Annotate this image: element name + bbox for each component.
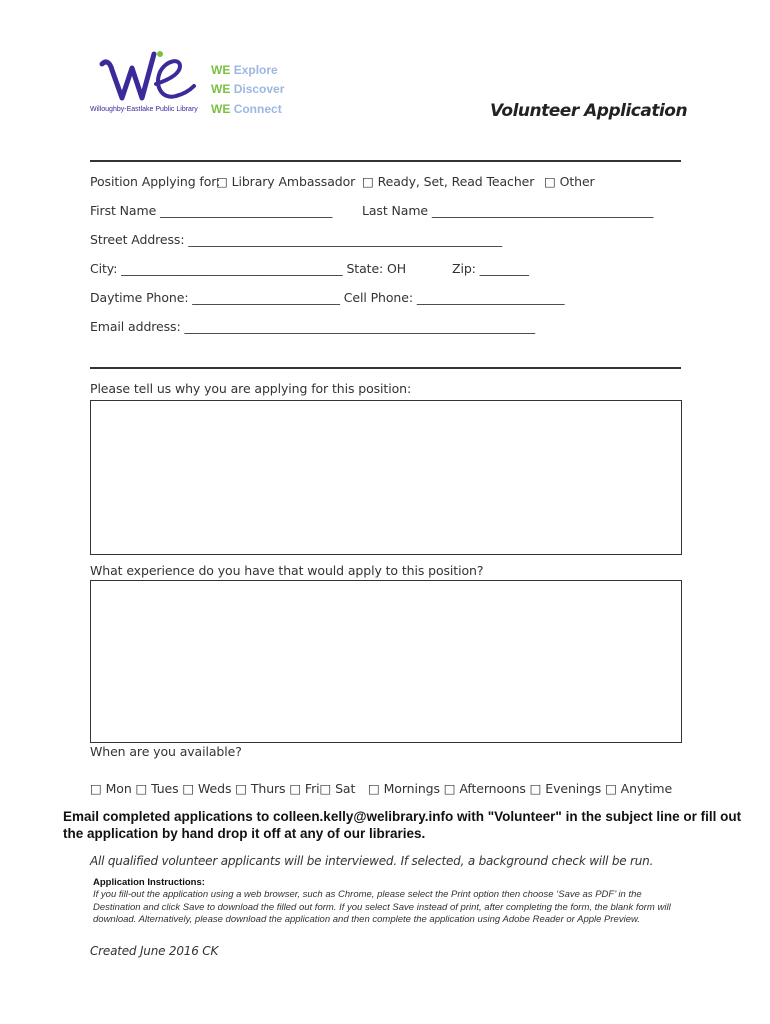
city-state-field[interactable]: City: ____________________________________ State: OH	[90, 261, 407, 276]
interview-note: All qualified volunteer applicants will be interviewed. If selected, a background check will be run.	[90, 854, 654, 868]
position-label: Position Applying for:	[90, 174, 221, 189]
we-logo-mark	[96, 46, 202, 108]
availability-days[interactable]: □ Mon □ Tues □ Weds □ Thurs □ Fri□ Sat	[90, 781, 356, 796]
instructions-body: If you fill-out the application using a web browser, such as Chrome, please select the Print option then choose ‘Save as PDF’ in the Destination and click Save to download the filled out form. If you select Save instead of print, after completing the form, the blank form will download. Alternatively, please download the application and then complete the application using Adobe Reader or Apple Preview.	[93, 889, 671, 925]
created-note: Created June 2016 CK	[90, 944, 219, 958]
email-instructions: Email completed applications to colleen.kelly@welibrary.info with "Volunteer" in the subject line or fill out the application by hand drop it off at any of our libraries.	[63, 809, 742, 841]
library-logo	[90, 46, 202, 118]
phone-fields[interactable]: Daytime Phone: ________________________ Cell Phone: ________________________	[90, 290, 565, 305]
why-question: Please tell us why you are applying for this position:	[90, 381, 412, 396]
availability-times[interactable]: □ Mornings □ Afternoons □ Evenings □ Anytime	[368, 781, 673, 796]
tagline-discover: WE Discover	[211, 82, 285, 96]
position-option-ambassador[interactable]: □ Library Ambassador	[216, 174, 356, 189]
library-name: Willoughby-Eastlake Public Library	[90, 106, 198, 113]
first-name-field[interactable]: First Name ____________________________	[90, 203, 333, 218]
tagline-explore: WE Explore	[211, 63, 278, 77]
experience-answer-box[interactable]	[90, 580, 682, 743]
page-title: Volunteer Application	[490, 101, 688, 121]
zip-field[interactable]: Zip: ________	[452, 261, 529, 276]
position-option-teacher[interactable]: □ Ready, Set, Read Teacher	[362, 174, 535, 189]
instructions-heading: Application Instructions:	[93, 877, 205, 888]
last-name-field[interactable]: Last Name ____________________________________	[362, 203, 654, 218]
why-answer-box[interactable]	[90, 400, 682, 555]
email-field[interactable]: Email address: _________________________________________________________	[90, 319, 535, 334]
tagline-connect: WE Connect	[211, 102, 282, 116]
experience-question: What experience do you have that would apply to this position?	[90, 563, 484, 578]
top-divider	[90, 160, 681, 162]
section-divider	[90, 367, 681, 369]
street-address-field[interactable]: Street Address: ___________________________________________________	[90, 232, 502, 247]
availability-question: When are you available?	[90, 744, 242, 759]
position-option-other[interactable]: □ Other	[544, 174, 595, 189]
